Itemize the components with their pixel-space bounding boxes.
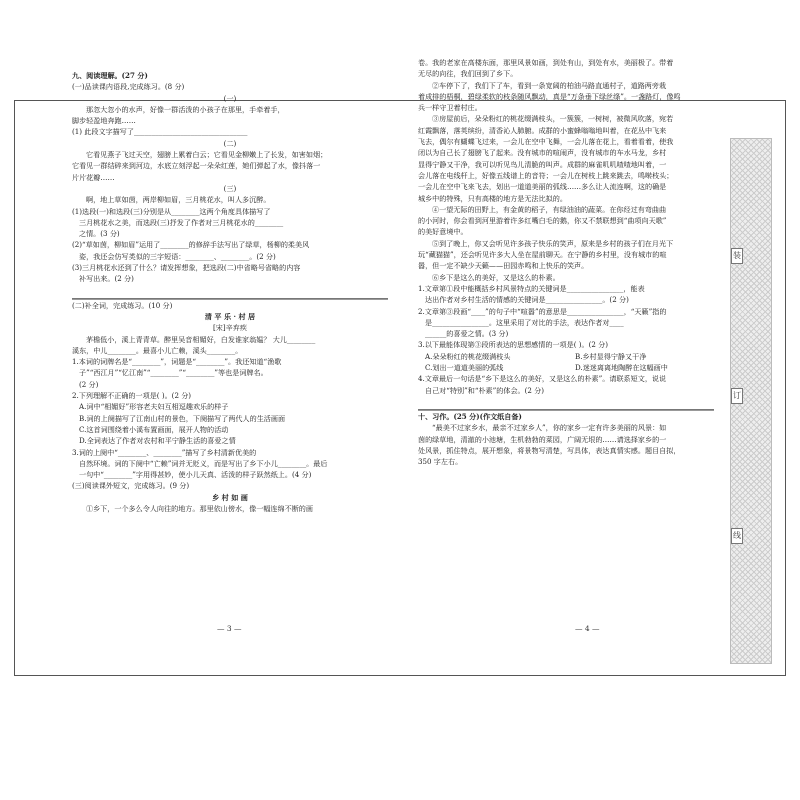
poem-author: [宋]辛弃疾 [213,323,247,333]
article-line: 着成排的梧桐，碧绿柔软的枝条随风飘动，真是“万条垂下绿丝绦”。一盏路灯，像鸣 [418,91,681,101]
article-line: 城乡中的特殊，只有高楼的地方是无法比拟的。 [418,193,567,203]
article-line: 嚣，但一定不缺少天籁——田园赤鸣和上快乐的笑声。 [418,261,589,271]
question-line: 一句中“________”字用得甚妙，使小儿天真、活泼的样子跃然纸上。(4 分) [79,470,312,480]
article-line: 显得宁静又干净，我可以听见鸟儿清脆的叫声。成群的麻雀叽叽喳喳地叫着，一 [418,159,667,169]
excerpt-1-line: 脚步轻盈地奔跑…… [72,116,136,126]
question-line: 子”“西江月”“忆江南”“________”“________”等也是词牌名。 [79,368,268,378]
question-line: (3)三月桃花水还到了什么？请发挥想象，把选段(二)中省略号省略的内容 [72,263,301,273]
excerpt-1-line: 那忽大忽小的水声，好像一群活泼的小孩子在那里，手牵着手， [86,104,285,114]
option-c: C.划出一道道美丽的弧线 [425,363,504,373]
article-line: 卷。我的老家在高楼东面，那里风景如画，到处有山，到处有水，美丽极了。带着 [418,58,674,67]
writing-prompt-line: “最美不过家乡水，最亲不过家乡人”，你的家乡一定有许多美丽的风景：如 [432,423,667,433]
article-line: 玩“藏猫猫”，还会听见许多大人坐在屋前聊天。在宁静的乡村里，没有城市的喧 [418,250,667,260]
writing-prompt-line: 350 字左右。 [418,457,463,467]
question-line: 2.文章第③段画“____”的句子中“喧嚣”的意思是________________，“天籁”指的 [418,306,667,316]
question-line: 自然环境。词的下阕中“亡赖”词并无贬义，而是写出了乡下小儿________。最后 [79,458,328,468]
article-title: 乡 村 如 画 [212,492,248,502]
article-line: 红霞飘落，落英缤纷，清香沁人肺腑。成群的小蜜蜂嗡嗡地叫着，在花丛中飞来 [418,125,667,135]
question-line: 达出作者对乡村生活的情感的关键词是________________。(2 分) [425,295,629,305]
article-line: ⑤到了晚上，你又会听见许多孩子快乐的笑声，原来是乡村的孩子们在月光下 [432,238,674,248]
passage-3-heading: (三)阅读课外短文，完成练习。(9 分) [72,481,190,491]
article-line: 闭以为自己长了翅膀飞了起来。没有城市的喧闹声，没有城市的车水马龙，乡村 [418,148,667,158]
question-line: 三月桃花水之美，而选段(三)抒发了作者对三月桃花水的________ [79,217,284,227]
page-number-right: — 4 — [575,624,600,633]
article-line: ⑥乡下是这么的美好，又是这么的朴素。 [432,272,560,282]
question-line: 补写出来。(2 分) [79,274,134,284]
excerpt-2-number: (二) [223,138,237,148]
passage-1-heading: (一)品读课内语段,完成练习。(8 分) [72,82,185,92]
question-line: 2.下列理解不正确的一项是( )。(2 分) [72,391,192,401]
question-line: 是________________。这里采用了对比的手法，表达作者对____ [425,317,624,327]
left-page [72,70,388,514]
article-line: ③房屋前后，朵朵粉红的桃花缀满枝头，一簇簇，一树树，被微风吹落，宛若 [432,114,674,124]
question-line: 3.词的上阕中“________、________”描写了乡村清新优美的 [72,447,257,457]
binding-mark-zhuang: 装 [731,248,743,264]
excerpt-3-line: 啊，地上草如茵，两岸柳如眉，三月桃花水，叫人多沉醉。 [86,195,271,205]
article-line: 的小河时，你会看到河里游着许多红嘴白毛的鹅，你又不禁联想到“曲项向天歌” [418,216,667,226]
question-line: (2 分) [79,379,99,389]
question-line: 1.本词的词牌名是“________”，词题是“________”。我还知道“渔歌 [72,357,282,367]
article-line: 飞去，偶尔有蝴蝶飞过来，一会儿在空中飞舞，一会儿落在花上，看着看着，使我 [418,137,674,147]
binding-mark-ding: 订 [731,388,743,404]
section-10-title: 十、习作。(25 分)(作文纸自备) [418,411,522,421]
article-line: ①乡下，一个多么令人向往的地方。那里依山傍水，像一幅连绵不断的画 [86,503,313,513]
answer-line[interactable] [72,285,388,299]
page-number-left: — 3 — [217,624,242,633]
writing-prompt-line: 处风景，抓住特点，展开想象，将景物写清楚，写具体，表达真情实感。题目自拟， [418,445,681,455]
option-line: B.词的上阕描写了江南山村的景色，下阕描写了两代人的生活画面 [79,413,286,423]
answer-line[interactable] [418,396,714,410]
option-b: B.乡村显得宁静又干净 [575,351,647,361]
option-a: A.朵朵粉红的桃花缀满枝头 [425,351,511,361]
excerpt-1-line: (1) 此段文字描写了________________________________ [72,127,248,137]
poem-line: 茅檐低小，溪上青青草。醉里吴音相媚好，白发谁家翁媪？ 大儿________ [86,334,316,344]
article-line: 会儿落在电线杆上，好像五线谱上的音符；一会儿在树枝上跳来跳去，鸣啭枝头； [418,170,674,180]
question-line: (2)“草如茵，柳如眉”运用了________的修辞手法写出了绿草，杨柳的柔美风 [72,240,310,250]
question-line: (1)选段(一)和选段(三)分别是从________这两个角度具体描写了 [72,206,271,216]
option-line: A.词中“相媚好”形容老夫妇互相逗趣欢乐的样子 [79,402,229,412]
article-line: 的美好意境中。 [418,227,468,237]
question-line: 3.以下最能体现第③段所表达的思想感情的一项是( )。(2 分) [418,340,609,350]
poem-title: 清 平 乐 · 村 居 [204,311,256,321]
option-line: D.全词表达了作者对农村和平宁静生活的喜爱之情 [79,436,236,446]
question-line: 4.文章最后一句话是“乡下是这么的美好，又是这么的朴素”。请联系短文，说说 [418,374,667,384]
article-line: ④一望无际的田野上，有金黄的稻子，有绿油油的蔬菜。在你经过有弯曲曲 [432,204,667,214]
article-line: 一会儿在空中飞来飞去，划出一道道美丽的弧线……多么让人流连啊，这的确是 [418,182,667,192]
article-line: ②车停下了，我们下了车，看到一条宽阔的柏油马路直通村子，道路两旁栽 [432,80,667,90]
question-line: 之情。(3 分) [79,229,120,239]
question-line: 自己对“特别”和“朴素”的体会。(2 分) [425,385,545,395]
poem-line: 溪东，中儿________。最喜小儿亡赖，溪头________。 [72,345,243,355]
excerpt-2-line: 它看见燕子飞过天空，翅膀上累着白云；它看见金柳嫩上了长发，如害如烟； [86,150,328,160]
question-line: 1.文章第①段中能概括乡村风景特点的关键词是________________，能表 [418,283,645,293]
binding-mark-xian: 线 [731,528,743,544]
excerpt-2-line: 片片花瓣…… [72,172,115,182]
article-line: 无尽的向往，我们回到了乡下。 [418,69,518,79]
writing-prompt-line: 茵的绿草地，清澈的小池塘，生机勃勃的菜园，广阔无垠的……请选择家乡的一 [418,434,667,444]
right-page [418,57,714,467]
passage-2-heading: (二)补全词，完成练习。(10 分) [72,300,173,310]
question-line: 姿，我还会仿写类似的三字短语：________、________。(2 分) [79,251,276,261]
excerpt-2-line: 它看见一群结碎来到河边，水底立刻浮起一朵朵红莲，她们弹起了水，像抖落一 [72,161,321,171]
option-line: C.这首词围绕着小溪布置画面，展开人物的活动 [79,424,229,434]
option-row [418,362,714,373]
section-9-title: 九、阅读理解。(27 分) [72,71,148,80]
question-line: ______的喜爱之情。(3 分) [425,329,509,339]
option-row [418,351,714,362]
excerpt-3-number: (三) [223,183,237,193]
option-d: D.迷迷离离地陶醉在这幅画中 [575,363,668,373]
excerpt-1-number: (一) [223,93,237,103]
article-line: 兵一样守卫着村庄。 [418,103,482,113]
